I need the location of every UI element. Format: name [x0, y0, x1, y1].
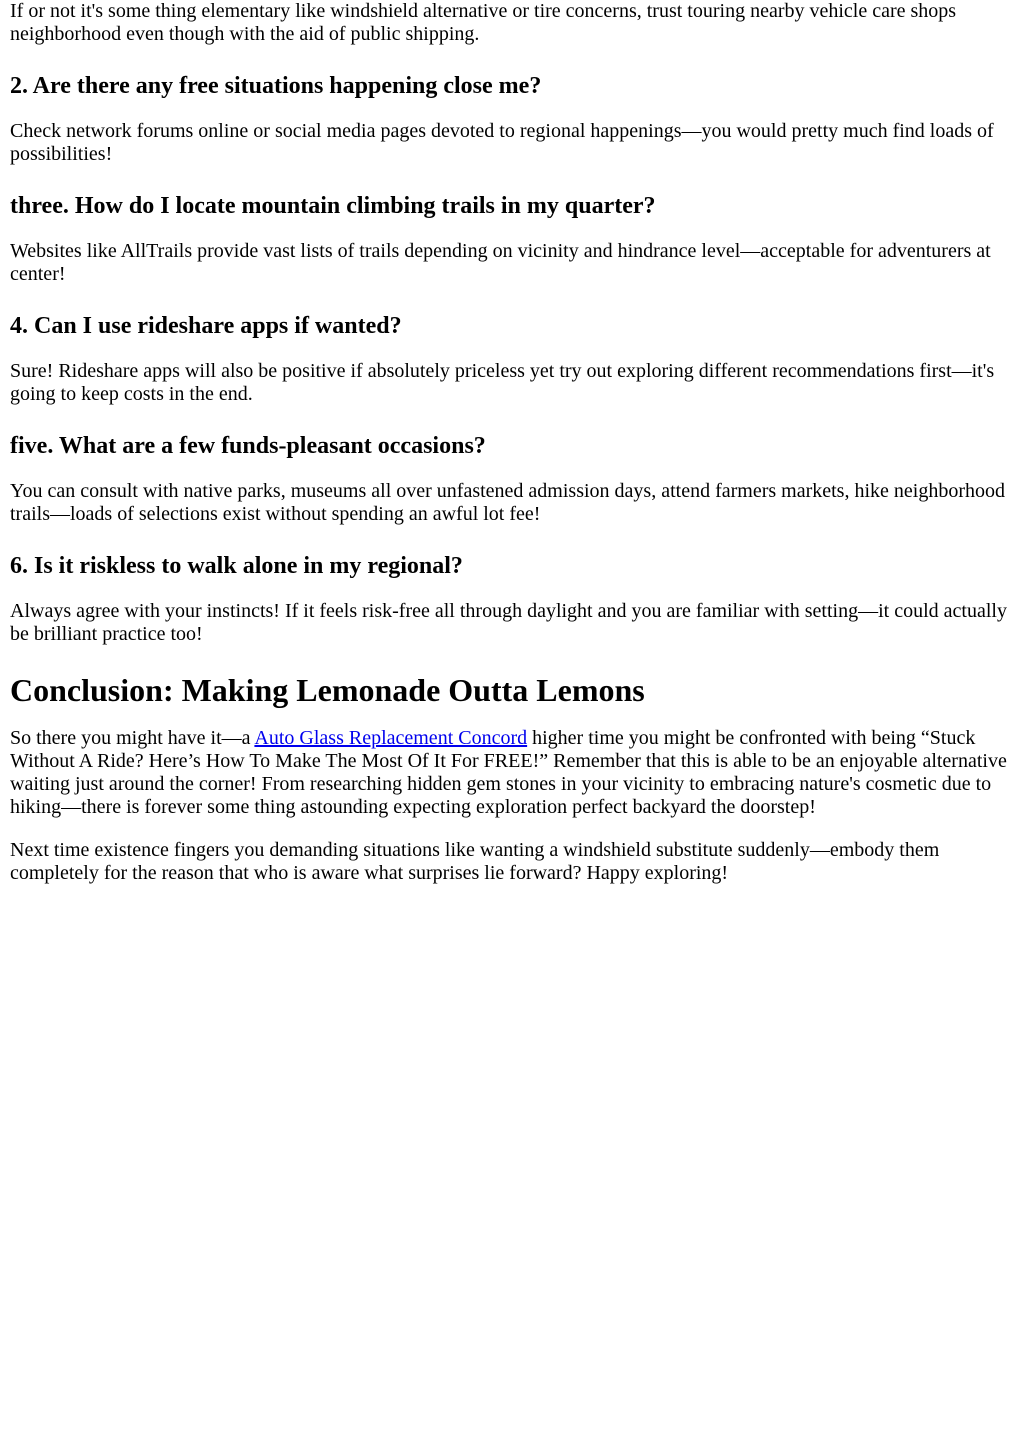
faq-answer: Always agree with your instincts! If it feels risk-free all through daylight and you are familiar with setting—it could actually be brilliant practice too!: [10, 600, 1007, 645]
faq-question: 6. Is it riskless to walk alone in my regional?: [10, 553, 463, 579]
faq-answer: You can consult with native parks, museums all over unfastened admission days, attend farmers markets, hike neighborhood trails—loads of selections exist without spending an awful lot fee!: [10, 480, 1005, 525]
intro-paragraph: If or not it's some thing elementary like windshield alternative or tire concerns, trust touring nearby vehicle care shops neighborhood even though with the aid of public shipping.: [10, 0, 957, 45]
faq-item-5: [10, 432, 1014, 526]
faq-answer: Websites like AllTrails provide vast lists of trails depending on vicinity and hindrance level—acceptable for adventurers at center!: [10, 240, 991, 285]
faq-answer: Check network forums online or social media pages devoted to regional happenings—you would pretty much find loads of possibilities!: [10, 120, 994, 165]
conclusion-text-before-link: So there you might have it—a: [10, 727, 255, 749]
faq-item-3: [10, 192, 1014, 286]
faq-question: three. How do I locate mountain climbing trails in my quarter?: [10, 193, 656, 219]
conclusion-heading: Conclusion: Making Lemonade Outta Lemons: [10, 672, 645, 708]
faq-answer: Sure! Rideshare apps will also be positive if absolutely priceless yet try out exploring different recommendations first—it's going to keep costs in the end.: [10, 360, 995, 405]
faq-question: 4. Can I use rideshare apps if wanted?: [10, 313, 402, 339]
faq-question: five. What are a few funds-pleasant occasions?: [10, 433, 486, 459]
conclusion-text-after-link: higher time you might be confronted with being “Stuck Without A Ride? Here’s How To Make The Most Of It For FREE!” Remember that this is able to be an enjoyable alternative waiting just around the corner! From researching hidden gem stones in your vicinity to embracing nature's cosmetic due to hiking—there is forever some thing astounding expecting exploration perfect backyard the doorstep!: [10, 727, 1007, 818]
faq-item-4: [10, 312, 1014, 406]
faq-item-2: [10, 72, 1014, 166]
conclusion-paragraph-1: [10, 727, 1014, 819]
faq-item-6: [10, 552, 1014, 646]
faq-question: 2. Are there any free situations happening close me?: [10, 73, 542, 99]
conclusion-paragraph-2: Next time existence fingers you demanding situations like wanting a windshield substitute suddenly—embody them completely for the reason that who is aware what surprises lie forward? Happy exploring!: [10, 839, 940, 884]
auto-glass-replacement-link[interactable]: Auto Glass Replacement Concord: [254, 727, 528, 749]
conclusion-section: [10, 672, 1014, 885]
